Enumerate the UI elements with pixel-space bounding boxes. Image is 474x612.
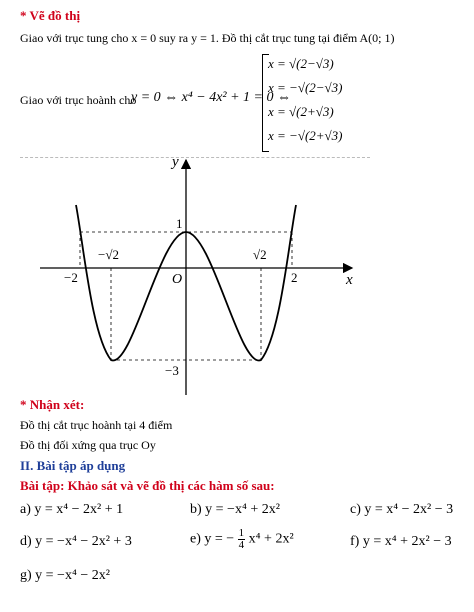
remark-1: Đồ thị cắt trục hoành tại 4 điểm — [20, 418, 173, 432]
section-remark-heading: * Nhận xét: — [20, 397, 85, 412]
origin-label: O — [172, 272, 183, 287]
exercise-e-numerator: 1 — [238, 527, 245, 539]
tick-neg-3: −3 — [165, 363, 179, 378]
exercise-b: b) y = −x⁴ + 2x² — [190, 502, 280, 517]
root-3: x = √(2+√3) — [268, 104, 334, 119]
x-axis-label: x — [346, 272, 353, 288]
tick-2: 2 — [291, 270, 298, 285]
exercise-d: d) y = −x⁴ − 2x² + 3 — [20, 534, 132, 549]
exercise-title: Bài tập: Khảo sát và vẽ đồ thị các hàm số sau: — [20, 478, 275, 493]
exercise-a: a) y = x⁴ − 2x² + 1 — [20, 502, 124, 517]
quartic-equation: y = 0 ⇔ x⁴ − 4x² + 1 = 0 ⇔ — [131, 90, 291, 105]
tick-neg-2: −2 — [64, 270, 78, 285]
remark-2: Đồ thị đối xứng qua trục Oy — [20, 438, 156, 452]
section-exercise-heading: II. Bài tập áp dụng — [20, 458, 126, 473]
tick-1: 1 — [176, 216, 183, 231]
root-4: x = −√(2+√3) — [268, 128, 343, 143]
root-2: x = −√(2−√3) — [268, 80, 343, 95]
y-axis-label: y — [172, 154, 179, 170]
exercise-e-prefix: e) y = − — [190, 531, 235, 547]
y-intercept-text: Giao với trục tung cho x = 0 suy ra y = 1. Đồ thị cắt trục tung tại điểm A(0; 1) — [20, 31, 395, 45]
exercise-e-denominator: 4 — [238, 539, 245, 551]
exercise-g: g) y = −x⁴ − 2x² — [20, 568, 110, 583]
tick-sqrt2: √2 — [253, 247, 267, 262]
exercise-c: c) y = x⁴ − 2x² − 3 — [350, 502, 454, 517]
exercise-e-fraction — [238, 528, 246, 551]
tick-neg-sqrt2: −√2 — [98, 247, 119, 262]
exercise-e-suffix: x⁴ + 2x² — [248, 531, 294, 547]
root-1: x = √(2−√3) — [268, 56, 334, 71]
section-draw-heading: * Vẽ đồ thị — [20, 8, 81, 23]
x-intercept-label: Giao với trục hoành cho — [20, 93, 137, 107]
exercise-f: f) y = x⁴ + 2x² − 3 — [350, 534, 452, 549]
exercise-e — [190, 528, 294, 551]
